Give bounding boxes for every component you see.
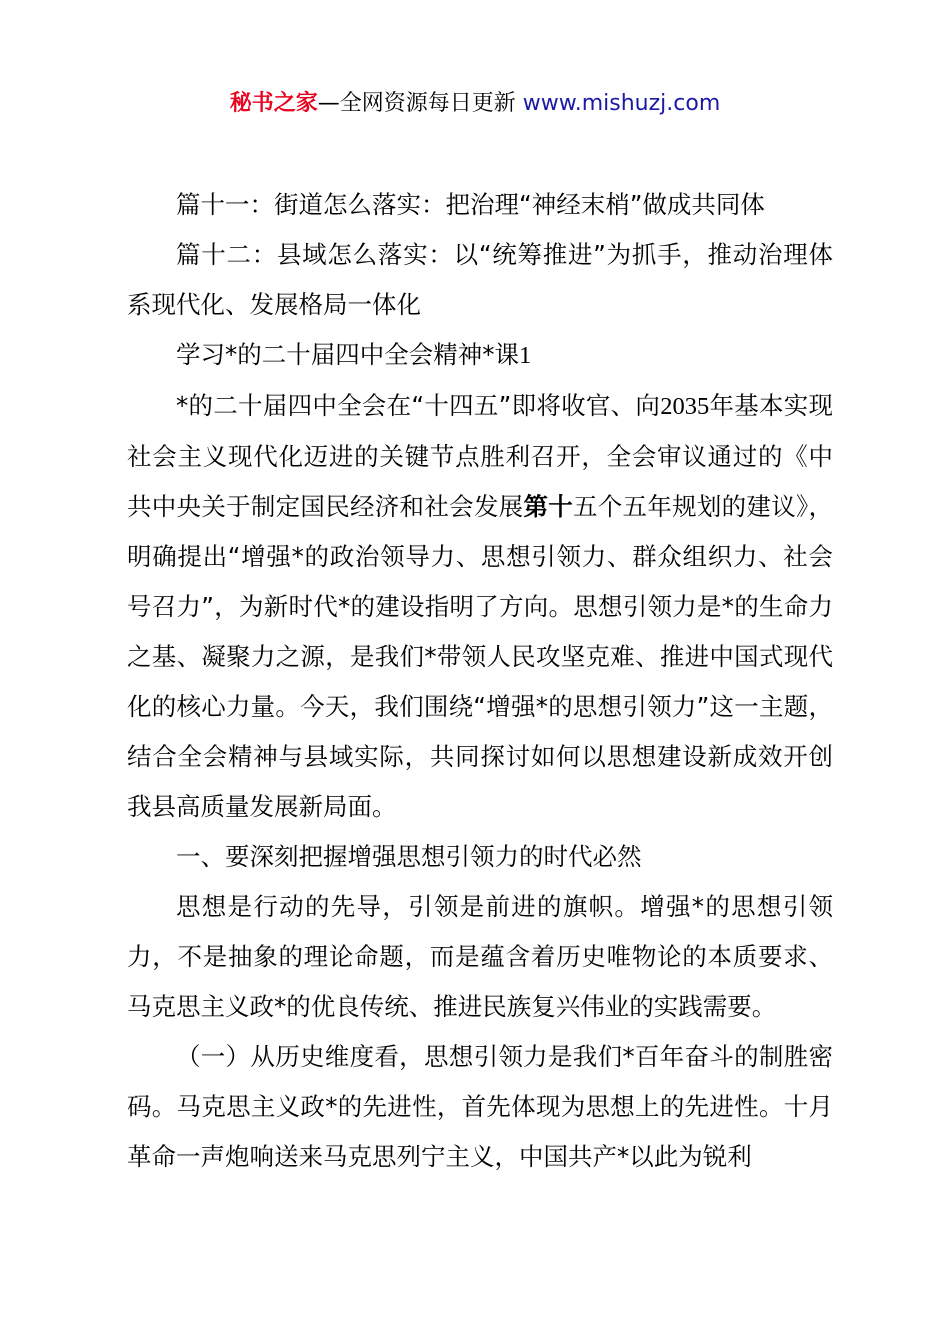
intro-text-b: 年基本实现社会主义现代化迈进的关键节点胜利召开，全会审议通过的《中共中央关于制定国民经济和社会发展	[127, 391, 834, 521]
site-header	[0, 86, 950, 122]
lesson-title-text: 学习*的二十届四中全会精神*课	[176, 340, 519, 369]
site-url[interactable]: www.mishuzj.com	[522, 91, 721, 116]
paragraph-chapter-12: 篇十二：县域怎么落实：以“统筹推进”为抓手，推动治理体系现代化、发展格局一体化	[127, 240, 833, 319]
intro-text-a: *的二十届四中全会在“十四五”即将收官、向	[176, 391, 661, 420]
section-heading-1: 一、要深刻把握增强思想引领力的时代必然	[176, 842, 642, 871]
paragraph-chapter-11: 篇十一：街道怎么落实：把治理“神经末梢”做成共同体	[176, 190, 765, 219]
paragraph-lesson-title	[127, 330, 833, 381]
paragraph-section-1: 思想是行动的先导，引领是前进的旗帜。增强*的思想引领力，不是抽象的理论命题，而是蕴含着历史唯物论的本质要求、马克思主义政*的优良传统、推进民族复兴伟业的实践需要。	[127, 892, 833, 1021]
intro-year: 2035	[660, 393, 710, 420]
intro-text-c: 五个五年规划的建议》，明确提出“增强*的政治领导力、思想引领力、群众组织力、社会号召力”，为新时代*的建设指明了方向。思想引领力是*的生命力之基、凝聚力之源，是我们*带领人民攻坚克难、推进中国式现代化的核心力量。今天，我们围绕“增强*的思想引领力”这一主题，结合全会精神与县域实际，共同探讨如何以思想建设新成效开创我县高质量发展新局面。	[127, 492, 834, 821]
paragraph-subsection-1: （一）从历史维度看，思想引领力是我们*百年奋斗的制胜密码。马克思主义政*的先进性，首先体现为思想上的先进性。十月革命一声炮响送来马克思列宁主义，中国共产*以此为锐利	[127, 1042, 833, 1171]
site-tagline: —全网资源每日更新	[317, 91, 516, 116]
document-body	[127, 180, 833, 1182]
lesson-number: 1	[519, 342, 532, 369]
site-brand: 秘书之家	[229, 91, 318, 116]
paragraph-intro	[127, 381, 833, 832]
intro-bold-text: 第十	[523, 492, 573, 521]
